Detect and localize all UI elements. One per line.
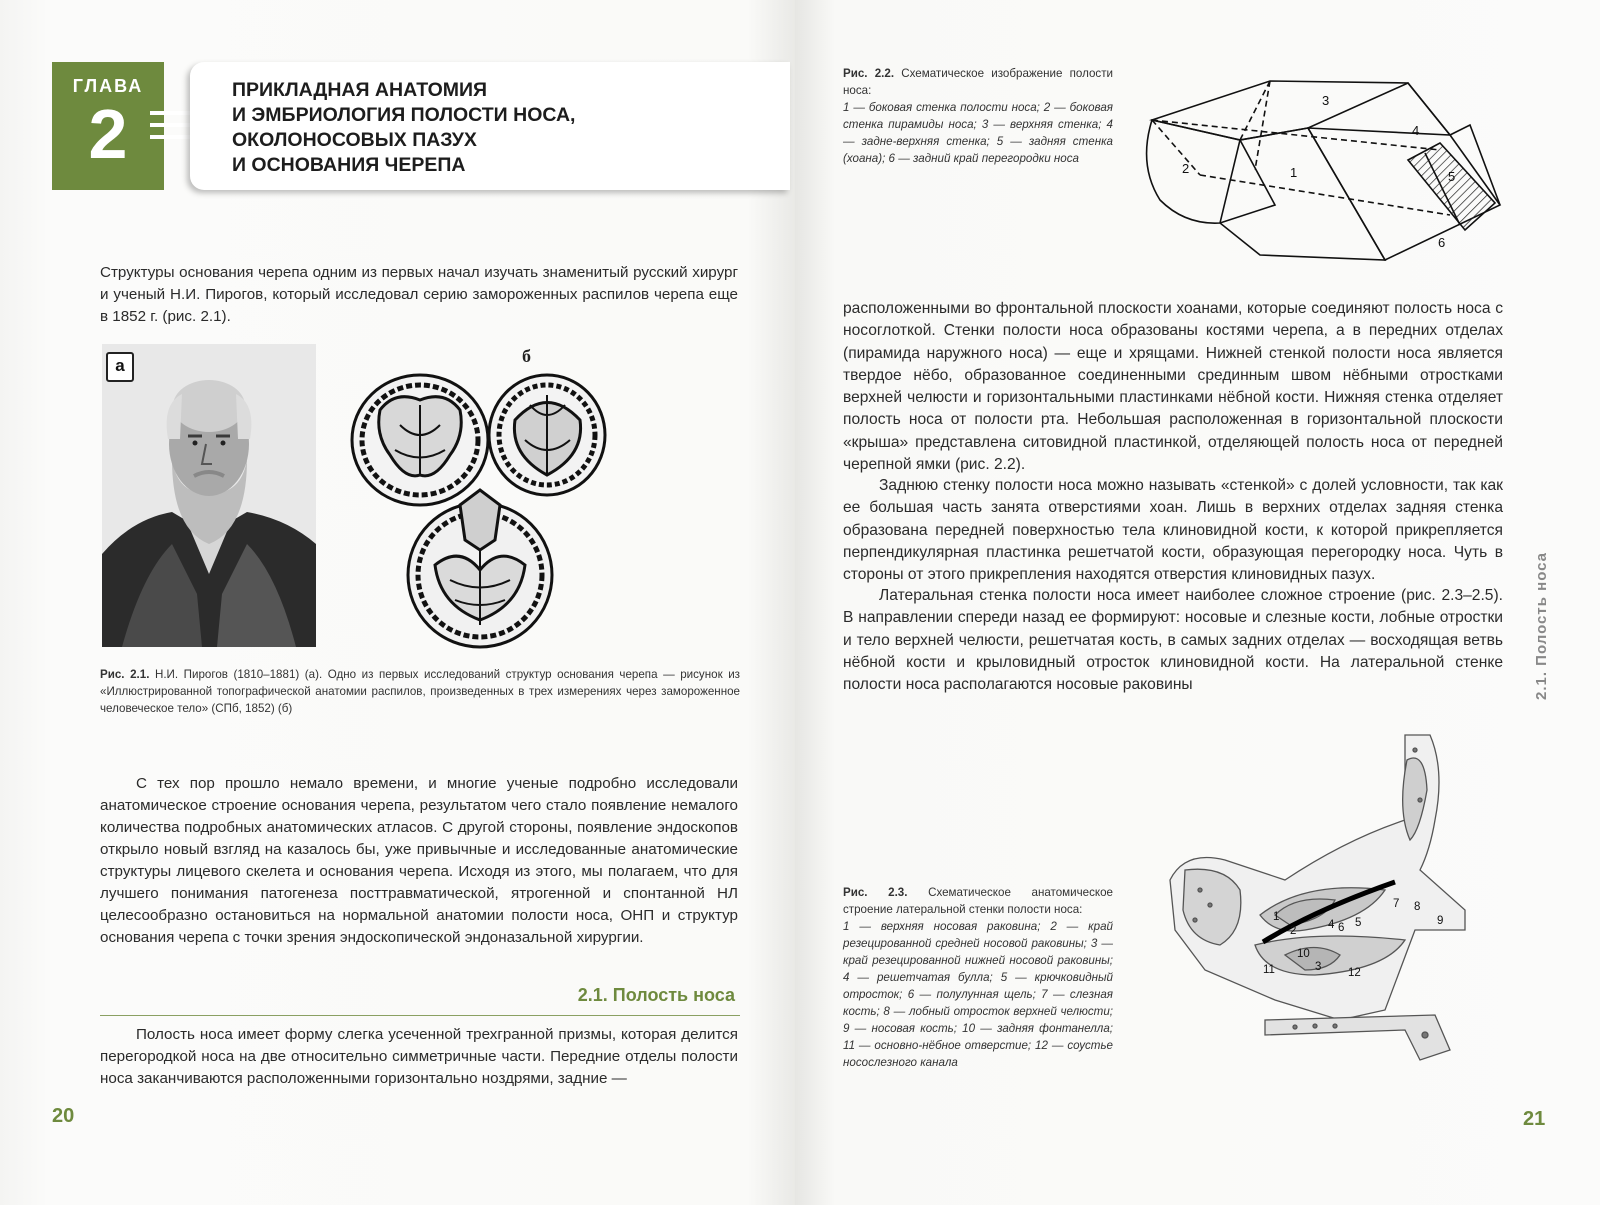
diagram-label: 11 [1263, 964, 1275, 976]
caption-text: Схематическое изображение полости носа: [843, 67, 1114, 97]
section-rule [100, 1015, 740, 1016]
body-paragraph: Полость носа имеет форму слегка усеченной трехгранной призмы, которая делится перегородкой носа на две относительно симметричные части. Передние отделы полости носа заканчиваются расположенными горизонтально ноздрями, задние — [100, 1026, 738, 1087]
diagram-label: 6 [1338, 922, 1345, 934]
diagram-label: 10 [1297, 948, 1310, 960]
body-paragraph: Заднюю стенку полости носа можно называть «стенкой» с долей условности, так как ее большая часть занята отверстиями хоан. Лишь в верхних отделах задняя стенка образована передней поверхностью тела клиновидной кости, к которой прикрепляется перпендикулярная пластинка решетчатой кости, образующая перегородку носа. Чуть в стороны от этого прикрепления находятся отверстия клиновидных пазух. [843, 477, 1503, 584]
lateral-nasal-wall-diagram [1165, 730, 1485, 1090]
caption-text: Н.И. Пирогов (1810–1881) (а). Одно из первых исследований структур основания черепа — рисунок из «Иллюстрированной топографической анатомии распилов, произведенных в трех измерениях через замороженное человеческое тело» (СПб, 1852) (б) [100, 668, 740, 715]
pirogov-portrait-image [102, 344, 316, 647]
skull-sections-drawing [340, 365, 620, 655]
section-heading: 2.1. Полость носа [577, 985, 735, 1005]
nasal-cavity-prism-diagram [1140, 75, 1515, 270]
figure-2-1-caption [100, 666, 740, 717]
chapter-word: ГЛАВА [72, 76, 144, 96]
diagram-label: 1 [1273, 911, 1280, 923]
page-number: 20 [52, 1105, 75, 1127]
chapter-title-line: И ЭМБРИОЛОГИЯ ПОЛОСТИ НОСА, [232, 104, 576, 126]
caption-items: 1 — верхняя носовая раковина; 2 — край резецированной средней носовой раковины; 3 — край резецированной нижней носовой раковины; 4 — решетчатая булла; 5 — крючковидный отросток; 6 — полулунная щель; 7 — слезная кость; 8 — лобный отросток верхней челюсти; 9 — носовая кость; 10 — задняя фонтанелла; 11 — основно-нёбное отверстие; 12 — соустье носослезного канала [843, 920, 1113, 1069]
left-page [0, 0, 795, 1205]
page-number: 21 [1523, 1108, 1546, 1130]
figure-2-2-caption [843, 65, 1113, 167]
caption-text: Схематическое анатомическое строение латеральной стенки полости носа: [843, 886, 1113, 916]
diagram-label: 4 [1412, 123, 1420, 138]
chapter-title-line: И ОСНОВАНИЯ ЧЕРЕПА [232, 154, 466, 176]
diagram-label: 5 [1448, 169, 1456, 184]
chapter-title [232, 78, 772, 178]
figure-label-a: а [106, 352, 134, 382]
chapter-number: 2 [88, 95, 128, 173]
diagram-label: 5 [1355, 917, 1362, 929]
diagram-label: 4 [1328, 919, 1335, 931]
caption-items: 1 — боковая стенка полости носа; 2 — боковая стенка пирамиды носа; 3 — верхняя стенка; 4 — задне-верхняя стенка; 5 — задняя стенка (хоана); 6 — задний край перегородки носа [843, 101, 1113, 165]
diagram-label: 9 [1437, 915, 1444, 927]
right-page [795, 0, 1600, 1205]
intro-paragraph: Структуры основания черепа одним из первых начал изучать знаменитый русский хирург и ученый Н.И. Пирогов, который исследовал серию замороженных распилов черепа еще в 1852 г. (рис. 2.1). [100, 264, 738, 325]
body-paragraph: Латеральная стенка полости носа имеет наиболее сложное строение (рис. 2.3–2.5). В направлении спереди назад ее формируют: носовые и слезные кости, лобные отростки и тело верхней челюсти, решетчатая кость, в самых задних отделах — восходящая ветвь нёбной кости и крыловидный отросток клиновидной кости. На латеральной стенке полости носа располагаются носовые раковины [843, 587, 1503, 694]
running-head: 2.1. Полость носа [1533, 551, 1550, 700]
diagram-label: 8 [1414, 901, 1421, 913]
diagram-label: 3 [1322, 93, 1330, 108]
chapter-title-line: ОКОЛОНОСОВЫХ ПАЗУХ [232, 129, 477, 151]
figure-label-b: б [522, 346, 531, 366]
caption-label: Рис. 2.1. [100, 668, 150, 681]
figure-2-3-caption [843, 884, 1113, 1071]
chapter-title-line: ПРИКЛАДНАЯ АНАТОМИЯ [232, 79, 488, 101]
diagram-label: 7 [1393, 898, 1400, 910]
body-paragraph: расположенными во фронтальной плоскости хоанами, которые соединяют полость носа с носоглоткой. Стенки полости носа образованы костями черепа, а в передних отделах (пирамида наружного носа) — еще и хрящами. Нижней стенкой полости носа является твердое нёбо, образованное соединенными срединным швом нёбными отростками верхней челюсти и горизонтальными пластинками нёбной кости. Нижняя стенка отделяет полость носа от полости рта. Небольшая расположенная в горизонтальной плоскости «крыша» представлена ситовидной пластинкой, отделяющей полость носа от передней черепной ямки (рис. 2.2). [843, 300, 1503, 474]
diagram-label: 3 [1315, 961, 1322, 973]
caption-label: Рис. 2.2. [843, 67, 895, 80]
body-paragraph: С тех пор прошло немало времени, и многие ученые подробно исследовали анатомическое строение основания черепа, результатом чего стало появление немалого количества подробных анатомических атласов. С другой стороны, появление эндоскопов открыло новый взгляд на казалось бы, уже привычные и исследованные анатомические структуры лицевого скелета и основания черепа. Исходя из этого, мы полагаем, что для лучшего понимания патогенеза посттравматической, ятрогенной и спонтанной НЛ целесообразно остановиться на нормальной анатомии полости носа, ОНП и структур основания черепа с точки зрения эндоскопической эндоназальной хирургии. [100, 775, 738, 946]
diagram-label: 2 [1290, 925, 1297, 937]
diagram-label: 6 [1438, 235, 1446, 250]
diagram-label: 12 [1348, 967, 1361, 979]
diagram-label: 2 [1182, 161, 1190, 176]
caption-label: Рис. 2.3. [843, 886, 908, 899]
chapter-badge [52, 62, 164, 190]
diagram-label: 1 [1290, 165, 1298, 180]
